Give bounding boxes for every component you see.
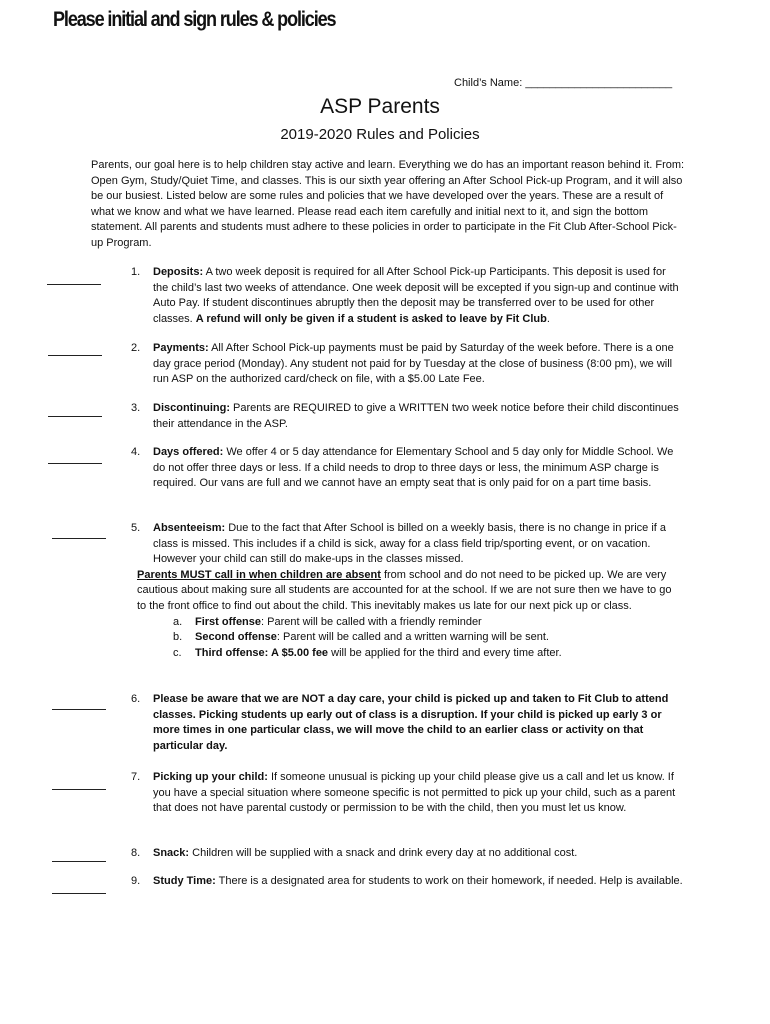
item-text: All After School Pick-up payments must be paid by Saturday of the week before. There is a one day grace period (Monday). Any student not paid for by Tuesday at the close of business (8:00 pm), we will run ASP on the authorized card/check on file, with a $5.00 Late Fee. bbox=[153, 342, 674, 386]
offense-label: Third offense: A $5.00 fee bbox=[195, 646, 329, 659]
list-item bbox=[131, 341, 683, 388]
page-banner: Please initial and sign rules & policies bbox=[53, 8, 336, 31]
item-label: Days offered: bbox=[153, 446, 224, 458]
item-label: Absenteeism: bbox=[153, 522, 226, 534]
item-label: Please be aware that we are NOT a day care, your child is picked up and taken to Fit Club to attend classes. Picking students up early out of class is a disruption. If your child is picked up early 3 or more times in one particular class, we will move the child to an earlier class or activity on that particular day. bbox=[153, 693, 669, 752]
list-item bbox=[131, 265, 683, 327]
item-label: Deposits: bbox=[153, 266, 204, 278]
page-subtitle: 2019-2020 Rules and Policies bbox=[280, 126, 480, 143]
list-item bbox=[131, 874, 683, 890]
item-number: 2. bbox=[131, 342, 141, 354]
list-item bbox=[131, 401, 683, 432]
offense-text: : Parent will be called with a friendly reminder bbox=[261, 615, 482, 628]
initial-line-3[interactable] bbox=[48, 416, 102, 417]
item-text: Children will be supplied with a snack and drink every day at no additional cost. bbox=[189, 847, 578, 859]
item-text: Due to the fact that After School is billed on a weekly basis, there is no change in price if a class is missed. This includes if a child is sick, away for a class field trip/sporting event, or on vacation. However your child can still do make-ups in the classes missed. bbox=[153, 522, 666, 566]
item-text: We offer 4 or 5 day attendance for Elementary School and 5 day only for Middle School. We do not offer three days or less. If a child needs to drop to three days or less, the minimum ASP charge is required. Our vans are full and we cannot have an empty seat that is only paid for on a part time basis. bbox=[153, 446, 674, 490]
item-bold-text: A refund will only be given if a student is asked to leave by Fit Club bbox=[195, 312, 547, 325]
item-label: Picking up your child: bbox=[153, 771, 268, 783]
item-number: 9. bbox=[131, 875, 141, 887]
offense-label: Second offense bbox=[195, 631, 277, 644]
offense-item bbox=[173, 646, 683, 662]
item-number: 1. bbox=[131, 266, 141, 278]
child-name-field[interactable]: Child’s Name: ________________________ bbox=[454, 77, 673, 89]
item-label: Payments: bbox=[153, 342, 209, 354]
item-text: If someone unusual is picking up your child please give us a call and let us know. If you have a special situation where someone specific is not permitted to pick up your child, such as a parent that does not have parental custody or permission to be with the child, then you must let us know. bbox=[153, 771, 676, 815]
list-item bbox=[131, 521, 683, 661]
item-number: 3. bbox=[131, 402, 141, 414]
item-text: There is a designated area for students to work on their homework, if needed. Help is available. bbox=[215, 875, 683, 887]
initial-line-1[interactable] bbox=[47, 284, 101, 285]
offense-item bbox=[173, 615, 683, 631]
list-item bbox=[131, 445, 683, 492]
item-number: 6. bbox=[131, 693, 141, 705]
item-tail: . bbox=[546, 312, 550, 325]
page-title: ASP Parents bbox=[320, 95, 440, 118]
item-text: A two week deposit is required for all After School Pick-up Participants. This deposit is used for the child’s last two weeks of attendance. One week deposit will be excepted if you sign-up and continue with Auto Pay. If student discontinues abruptly then the deposit may be transferred over to be used for other classes. bbox=[153, 266, 679, 325]
offense-text: : Parent will be called and a written warning will be sent. bbox=[276, 631, 549, 644]
item-number: 7. bbox=[131, 771, 141, 783]
initial-line-9[interactable] bbox=[52, 893, 106, 894]
item-label: Snack: bbox=[153, 847, 190, 859]
item-label: Discontinuing: bbox=[153, 402, 230, 414]
item-number: 8. bbox=[131, 847, 141, 859]
absence-text: from school and do not need to be picked up. We are very cautious about making sure all students are accounted for at the school. If we are not sure then we have to go to the front office to find out about the child. This inevitably makes us late for our next pick up or class. bbox=[137, 568, 672, 612]
offense-letter: a. bbox=[173, 615, 183, 628]
absence-paragraph bbox=[137, 568, 683, 615]
initial-line-2[interactable] bbox=[48, 355, 102, 356]
offense-list bbox=[173, 615, 683, 662]
list-item bbox=[131, 692, 683, 754]
intro-paragraph: Parents, our goal here is to help children stay active and learn. Everything we do has an important reason behind it. From: Open Gym, Study/Quiet Time, and classes. This is our sixth year offering an After School Pick-up Program, and it will also be our busiest. Listed below are some rules and policies that we have developed over the years. These are a result of what we know and what we have learned. Please read each item carefully and initial next to it, and sign the bottom statement. All parents and students must adhere to these policies in order to participate in the Fit Club After-School Pick-up Program. bbox=[91, 159, 685, 249]
list-item bbox=[131, 770, 683, 817]
list-item bbox=[131, 846, 683, 862]
item-text: Parents are REQUIRED to give a WRITTEN two week notice before their child discontinues their attendance in the ASP. bbox=[153, 402, 679, 430]
initial-line-7[interactable] bbox=[52, 789, 106, 790]
initial-line-4[interactable] bbox=[48, 463, 102, 464]
initial-line-8[interactable] bbox=[52, 861, 106, 862]
initial-line-5[interactable] bbox=[52, 538, 106, 539]
item-number: 4. bbox=[131, 446, 141, 458]
offense-letter: b. bbox=[173, 631, 183, 644]
initial-line-6[interactable] bbox=[52, 709, 106, 710]
item-label: Study Time: bbox=[153, 875, 216, 887]
offense-text: will be applied for the third and every time after. bbox=[328, 646, 562, 659]
offense-item bbox=[173, 630, 683, 646]
item-number: 5. bbox=[131, 522, 141, 534]
absence-underline: Parents MUST call in when children are absent bbox=[137, 568, 381, 581]
offense-label: First offense bbox=[195, 615, 262, 628]
offense-letter: c. bbox=[173, 646, 182, 659]
